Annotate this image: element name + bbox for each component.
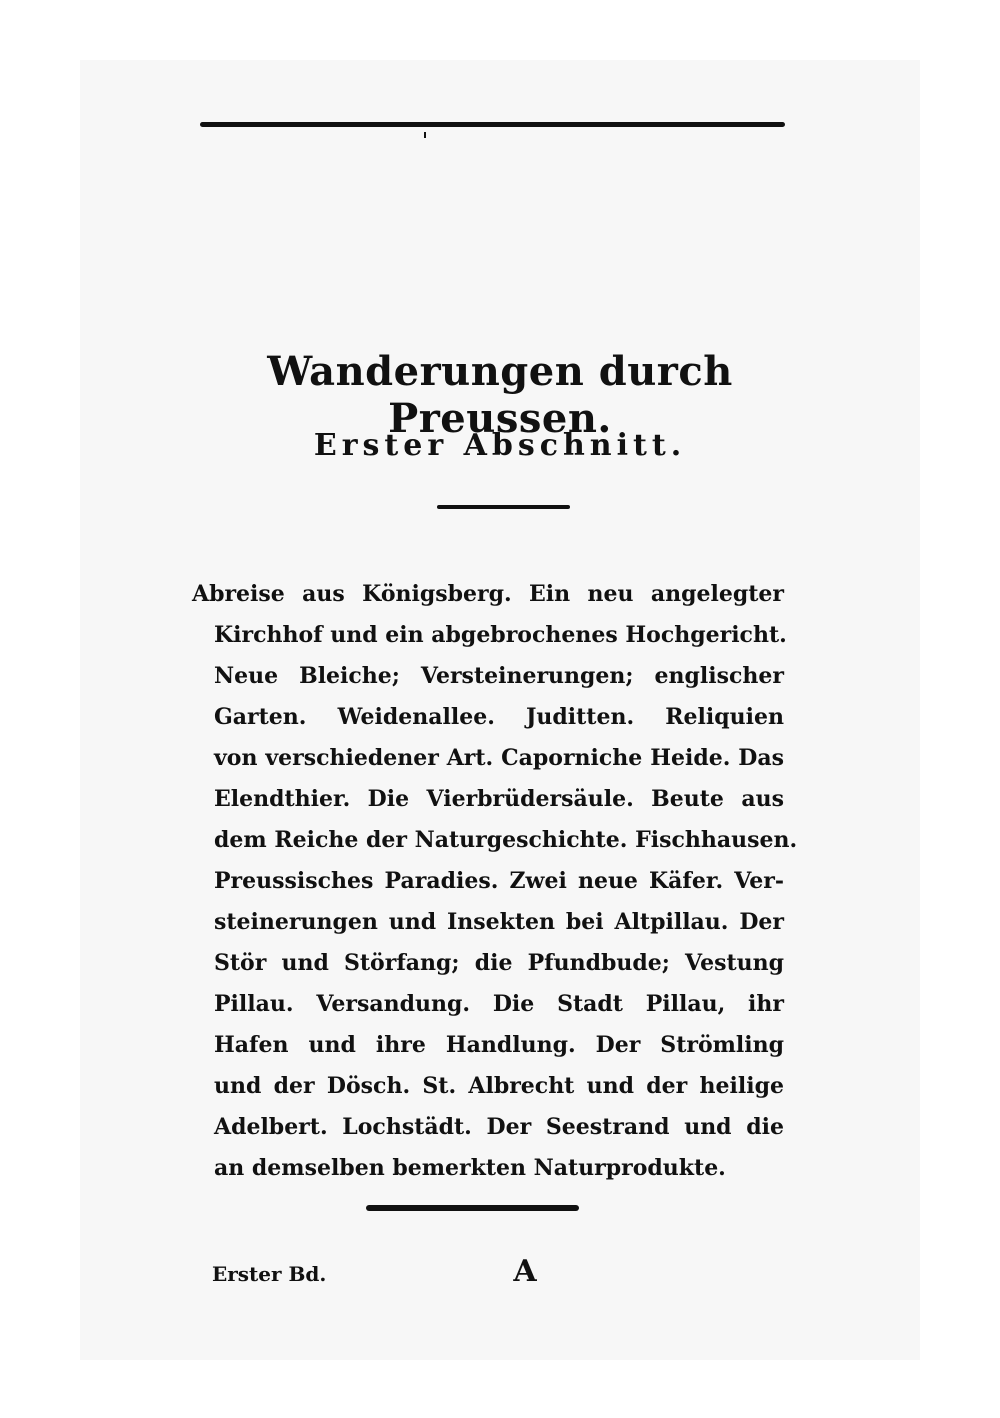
summary-line: Abreise aus Königsberg. Ein neu angelegter (192, 581, 784, 607)
summary-line: von verschiedener Art. Caporniche Heide. Das (214, 745, 784, 771)
summary-line: an demselben bemerkten Naturprodukte. (214, 1155, 726, 1181)
summary-line: und der Dösch. St. Albrecht und der heilige (214, 1073, 784, 1099)
bottom-rule (366, 1205, 579, 1211)
summary-line: Hafen und ihre Handlung. Der Strömling (214, 1032, 784, 1058)
summary-line: Neue Bleiche; Versteinerungen; englischer (214, 663, 784, 689)
top-rule (200, 122, 785, 127)
chapter-summary (192, 574, 798, 1189)
summary-line: Kirchhof und ein abgebrochenes Hochgericht. (214, 622, 787, 648)
summary-line: Stör und Störfang; die Pfundbude; Vestung (214, 950, 784, 976)
summary-line: steinerungen und Insekten bei Altpillau. Der (214, 909, 784, 935)
summary-line: Preussisches Paradies. Zwei neue Käfer. Ver- (214, 868, 784, 894)
heading-divider (437, 505, 570, 509)
summary-line: Elendthier. Die Vierbrüdersäule. Beute aus (214, 786, 784, 812)
summary-line: Adelbert. Lochstädt. Der Seestrand und die (214, 1114, 784, 1140)
volume-label: Erster Bd. (212, 1262, 327, 1286)
top-rule-tick (424, 132, 426, 138)
signature-mark: A (513, 1254, 537, 1289)
summary-line: Garten. Weidenallee. Juditten. Reliquien (214, 704, 784, 730)
page-title: Wanderungen durch Preussen. (267, 348, 733, 442)
section-heading: Erster Abschnitt. (313, 428, 687, 463)
summary-line: Pillau. Versandung. Die Stadt Pillau, ihr (214, 991, 784, 1017)
summary-line: dem Reiche der Naturgeschichte. Fischhausen. (214, 827, 798, 853)
